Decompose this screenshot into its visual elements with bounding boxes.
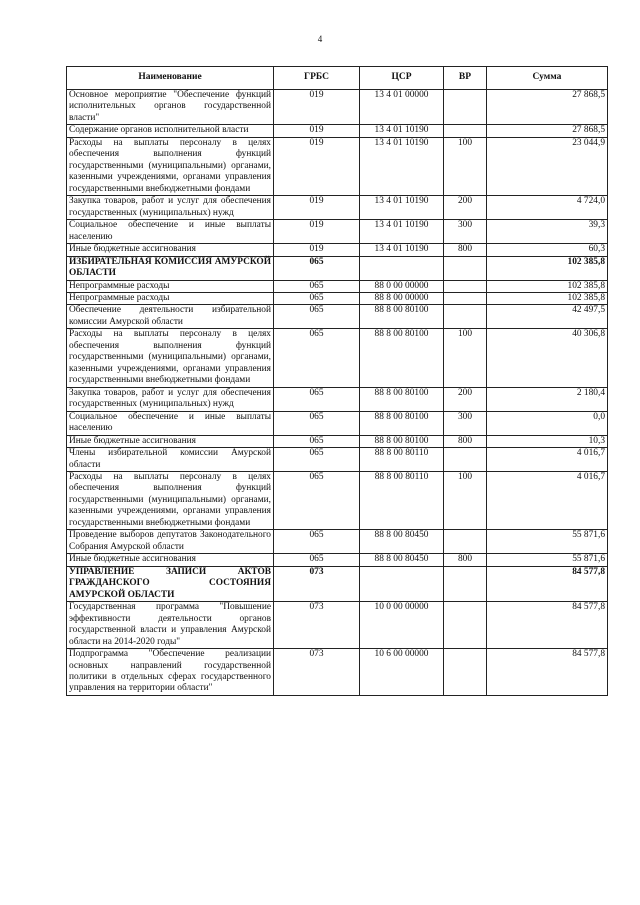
cell-csr: 88 8 00 00000 — [360, 292, 444, 304]
cell-vr — [444, 448, 487, 472]
table-row — [67, 305, 608, 329]
cell-grbs: 019 — [274, 125, 360, 137]
cell-csr: 88 8 00 80100 — [360, 305, 444, 329]
table-row — [67, 329, 608, 387]
cell-csr: 10 0 00 00000 — [360, 602, 444, 649]
cell-sum: 39,3 — [487, 220, 608, 244]
cell-sum: 2 180,4 — [487, 387, 608, 411]
cell-vr: 800 — [444, 244, 487, 256]
header-csr: ЦСР — [360, 67, 444, 90]
cell-sum: 102 385,8 — [487, 280, 608, 292]
cell-vr — [444, 305, 487, 329]
table-row — [67, 554, 608, 566]
cell-vr: 800 — [444, 435, 487, 447]
cell-sum: 102 385,8 — [487, 292, 608, 304]
cell-grbs: 065 — [274, 448, 360, 472]
cell-grbs: 019 — [274, 137, 360, 195]
cell-grbs: 065 — [274, 530, 360, 554]
cell-name: Закупка товаров, работ и услуг для обеспечения государственных (муниципальных) нужд — [67, 387, 274, 411]
cell-sum: 55 871,6 — [487, 554, 608, 566]
cell-csr: 13 4 01 10190 — [360, 220, 444, 244]
cell-grbs: 065 — [274, 305, 360, 329]
table-row — [67, 280, 608, 292]
cell-name: Проведение выборов депутатов Законодательного Собрания Амурской области — [67, 530, 274, 554]
cell-sum: 0,0 — [487, 411, 608, 435]
cell-grbs: 065 — [274, 387, 360, 411]
cell-name: УПРАВЛЕНИЕ ЗАПИСИ АКТОВ ГРАЖДАНСКОГО СОСТОЯНИЯ АМУРСКОЙ ОБЛАСТИ — [67, 566, 274, 601]
cell-sum: 42 497,5 — [487, 305, 608, 329]
cell-vr — [444, 256, 487, 280]
cell-csr: 88 8 00 80110 — [360, 448, 444, 472]
cell-grbs: 073 — [274, 566, 360, 601]
table-row — [67, 125, 608, 137]
table-body — [67, 90, 608, 696]
cell-name: ИЗБИРАТЕЛЬНАЯ КОМИССИЯ АМУРСКОЙ ОБЛАСТИ — [67, 256, 274, 280]
cell-csr: 88 8 00 80450 — [360, 530, 444, 554]
cell-sum: 84 577,8 — [487, 566, 608, 601]
table-section-row — [67, 566, 608, 601]
cell-vr — [444, 566, 487, 601]
cell-sum: 4 016,7 — [487, 472, 608, 530]
cell-grbs: 019 — [274, 244, 360, 256]
cell-sum: 55 871,6 — [487, 530, 608, 554]
cell-csr — [360, 256, 444, 280]
cell-name: Расходы на выплаты персоналу в целях обеспечения выполнения функций государственными (муниципальными) органами, казенными учреждениями, органами управления государственными внебюджетными фондами — [67, 329, 274, 387]
header-grbs: ГРБС — [274, 67, 360, 90]
cell-name: Расходы на выплаты персоналу в целях обеспечения выполнения функций государственными (муниципальными) органами, казенными учреждениями, органами управления государственными внебюджетными фондами — [67, 137, 274, 195]
cell-csr: 13 4 01 10190 — [360, 137, 444, 195]
table-row — [67, 90, 608, 125]
cell-name: Государственная программа "Повышение эффективности деятельности органов государственной власти и управления Амурской области на 2014-2020 годы" — [67, 602, 274, 649]
cell-csr: 88 8 00 80100 — [360, 435, 444, 447]
cell-grbs: 019 — [274, 196, 360, 220]
cell-grbs: 019 — [274, 90, 360, 125]
header-vr: ВР — [444, 67, 487, 90]
cell-sum: 4 724,0 — [487, 196, 608, 220]
table-row — [67, 244, 608, 256]
table-header-row — [67, 67, 608, 90]
table-section-row — [67, 256, 608, 280]
cell-grbs: 073 — [274, 649, 360, 696]
cell-vr — [444, 530, 487, 554]
budget-table — [66, 66, 608, 696]
cell-grbs: 065 — [274, 329, 360, 387]
cell-grbs: 065 — [274, 435, 360, 447]
cell-csr: 10 6 00 00000 — [360, 649, 444, 696]
cell-vr: 100 — [444, 137, 487, 195]
table-row — [67, 196, 608, 220]
cell-vr — [444, 649, 487, 696]
cell-vr — [444, 280, 487, 292]
cell-csr: 13 4 01 10190 — [360, 125, 444, 137]
cell-csr: 88 8 00 80110 — [360, 472, 444, 530]
cell-name: Содержание органов исполнительной власти — [67, 125, 274, 137]
cell-vr — [444, 292, 487, 304]
cell-sum: 102 385,8 — [487, 256, 608, 280]
cell-grbs: 065 — [274, 554, 360, 566]
cell-sum: 84 577,8 — [487, 602, 608, 649]
table-row — [67, 448, 608, 472]
cell-sum: 27 868,5 — [487, 90, 608, 125]
cell-name: Иные бюджетные ассигнования — [67, 244, 274, 256]
cell-sum: 27 868,5 — [487, 125, 608, 137]
table-row — [67, 530, 608, 554]
cell-sum: 60,3 — [487, 244, 608, 256]
cell-name: Подпрограмма "Обеспечение реализации основных направлений государственной политики в отдельных сферах государственного управления на территории области" — [67, 649, 274, 696]
cell-grbs: 065 — [274, 472, 360, 530]
cell-name: Обеспечение деятельности избирательной комиссии Амурской области — [67, 305, 274, 329]
header-sum: Сумма — [487, 67, 608, 90]
table-row — [67, 220, 608, 244]
cell-name: Члены избирательной комиссии Амурской области — [67, 448, 274, 472]
cell-name: Непрограммные расходы — [67, 292, 274, 304]
page-number: 4 — [317, 34, 323, 44]
cell-vr: 200 — [444, 387, 487, 411]
cell-grbs: 073 — [274, 602, 360, 649]
cell-grbs: 065 — [274, 280, 360, 292]
cell-csr — [360, 566, 444, 601]
cell-vr: 100 — [444, 329, 487, 387]
cell-vr: 100 — [444, 472, 487, 530]
cell-name: Расходы на выплаты персоналу в целях обеспечения выполнения функций государственными (муниципальными) органами, казенными учреждениями, органами управления государственными внебюджетными фондами — [67, 472, 274, 530]
table-row — [67, 411, 608, 435]
cell-grbs: 065 — [274, 256, 360, 280]
cell-grbs: 065 — [274, 411, 360, 435]
cell-vr: 300 — [444, 411, 487, 435]
cell-csr: 13 4 01 10190 — [360, 196, 444, 220]
cell-sum: 23 044,9 — [487, 137, 608, 195]
cell-name: Социальное обеспечение и иные выплаты населению — [67, 411, 274, 435]
cell-name: Закупка товаров, работ и услуг для обеспечения государственных (муниципальных) нужд — [67, 196, 274, 220]
table-row — [67, 387, 608, 411]
cell-vr — [444, 125, 487, 137]
cell-sum: 10,3 — [487, 435, 608, 447]
cell-vr: 800 — [444, 554, 487, 566]
cell-sum: 4 016,7 — [487, 448, 608, 472]
table-row — [67, 435, 608, 447]
cell-name: Иные бюджетные ассигнования — [67, 435, 274, 447]
cell-grbs: 019 — [274, 220, 360, 244]
cell-name: Непрограммные расходы — [67, 280, 274, 292]
cell-csr: 13 4 01 00000 — [360, 90, 444, 125]
cell-vr: 200 — [444, 196, 487, 220]
cell-sum: 84 577,8 — [487, 649, 608, 696]
cell-grbs: 065 — [274, 292, 360, 304]
cell-vr — [444, 90, 487, 125]
table-row — [67, 292, 608, 304]
cell-csr: 88 8 00 80100 — [360, 329, 444, 387]
table-row — [67, 137, 608, 195]
cell-csr: 88 8 00 80100 — [360, 387, 444, 411]
cell-sum: 40 306,8 — [487, 329, 608, 387]
cell-csr: 88 8 00 80100 — [360, 411, 444, 435]
cell-name: Социальное обеспечение и иные выплаты населению — [67, 220, 274, 244]
table-row — [67, 649, 608, 696]
header-name: Наименование — [67, 67, 274, 90]
cell-csr: 13 4 01 10190 — [360, 244, 444, 256]
table-row — [67, 472, 608, 530]
cell-csr: 88 0 00 00000 — [360, 280, 444, 292]
cell-vr: 300 — [444, 220, 487, 244]
cell-vr — [444, 602, 487, 649]
cell-name: Иные бюджетные ассигнования — [67, 554, 274, 566]
table-row — [67, 602, 608, 649]
cell-name: Основное мероприятие "Обеспечение функций исполнительных органов государственной власти" — [67, 90, 274, 125]
cell-csr: 88 8 00 80450 — [360, 554, 444, 566]
